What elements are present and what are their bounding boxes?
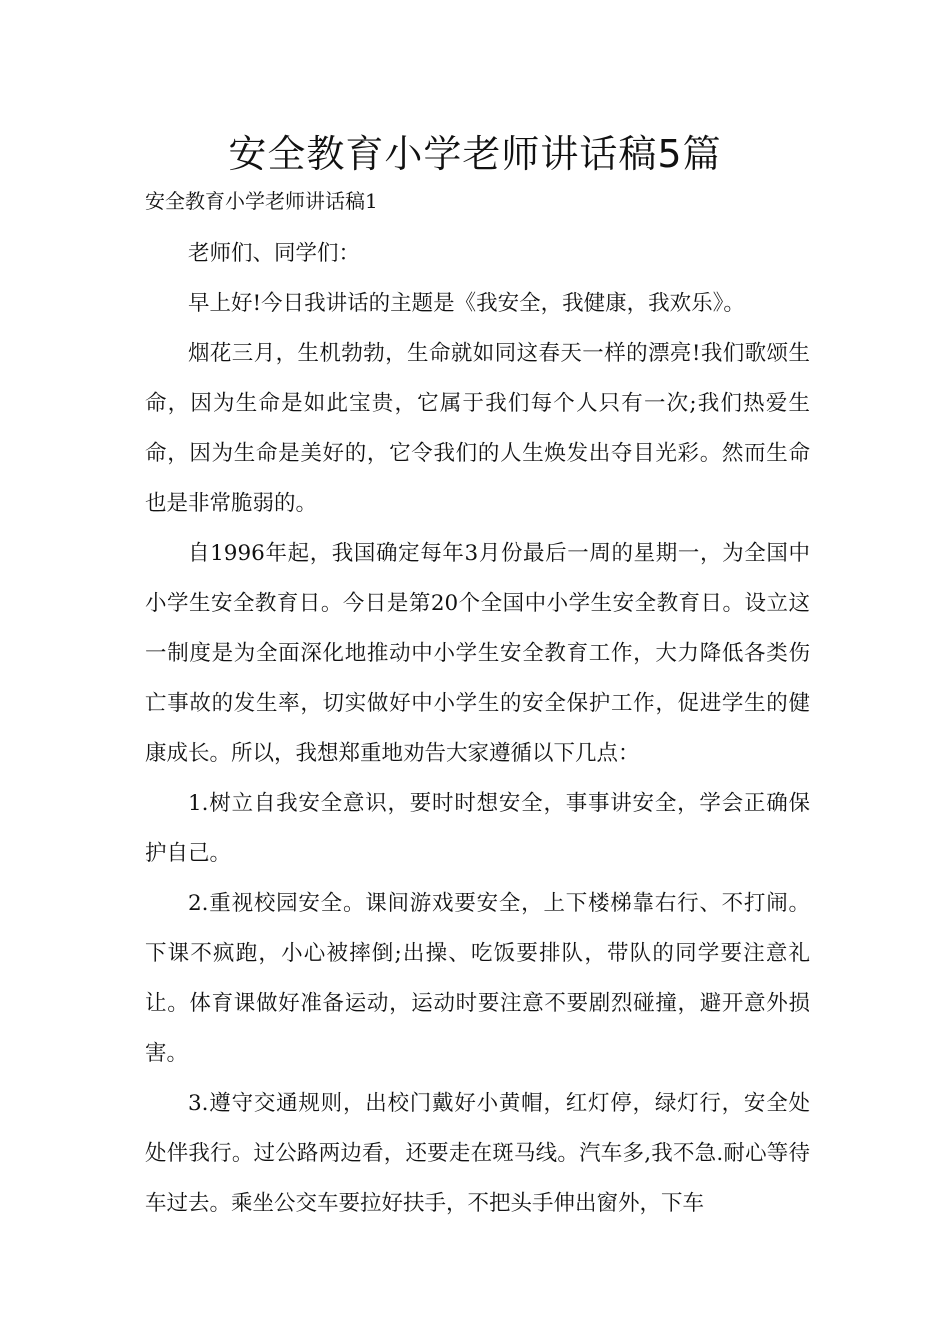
paragraph-topic: 早上好!今日我讲话的主题是《我安全，我健康，我欢乐》。 — [188, 291, 745, 316]
paragraph-safety-day: 自1996年起，我国确定每年3月份最后一周的星期一，为全国中小学生安全教育日。今日是第20个全国中小学生安全教育日。设立这一制度是为全面深化地推动中小学生安全教育工作，大力降低各类伤亡事故的发生率，切实做好中小学生的安全保护工作，促进学生的健康成长。所以，我想郑重地劝告大家遵循以下几点： — [145, 541, 810, 766]
paragraph-point-3: 3.遵守交通规则，出校门戴好小黄帽，红灯停，绿灯行，安全处处伴我行。过公路两边看，还要走在斑马线。汽车多,我不急.耐心等待车过去。乘坐公交车要拉好扶手，不把头手伸出窗外，下车 — [145, 1091, 810, 1216]
document-title: 安全教育小学老师讲话稿5篇 — [228, 132, 722, 176]
paragraph-point-2: 2.重视校园安全。课间游戏要安全，上下楼梯靠右行、不打闹。下课不疯跑，小心被摔倒;出操、吃饭要排队，带队的同学要注意礼让。体育课做好准备运动，运动时要注意不要剧烈碰撞，避开意外损害。 — [145, 891, 810, 1066]
section-heading: 安全教育小学老师讲话稿1 — [145, 189, 378, 213]
paragraph-intro: 烟花三月，生机勃勃，生命就如同这春天一样的漂亮!我们歌颂生命，因为生命是如此宝贵，它属于我们每个人只有一次;我们热爱生命，因为生命是美好的，它令我们的人生焕发出夺目光彩。然而生命也是非常脆弱的。 — [145, 341, 810, 516]
document-body — [145, 229, 810, 1229]
paragraph-greeting: 老师们、同学们： — [188, 241, 361, 266]
paragraph-point-1: 1.树立自我安全意识，要时时想安全，事事讲安全，学会正确保护自己。 — [145, 791, 810, 866]
